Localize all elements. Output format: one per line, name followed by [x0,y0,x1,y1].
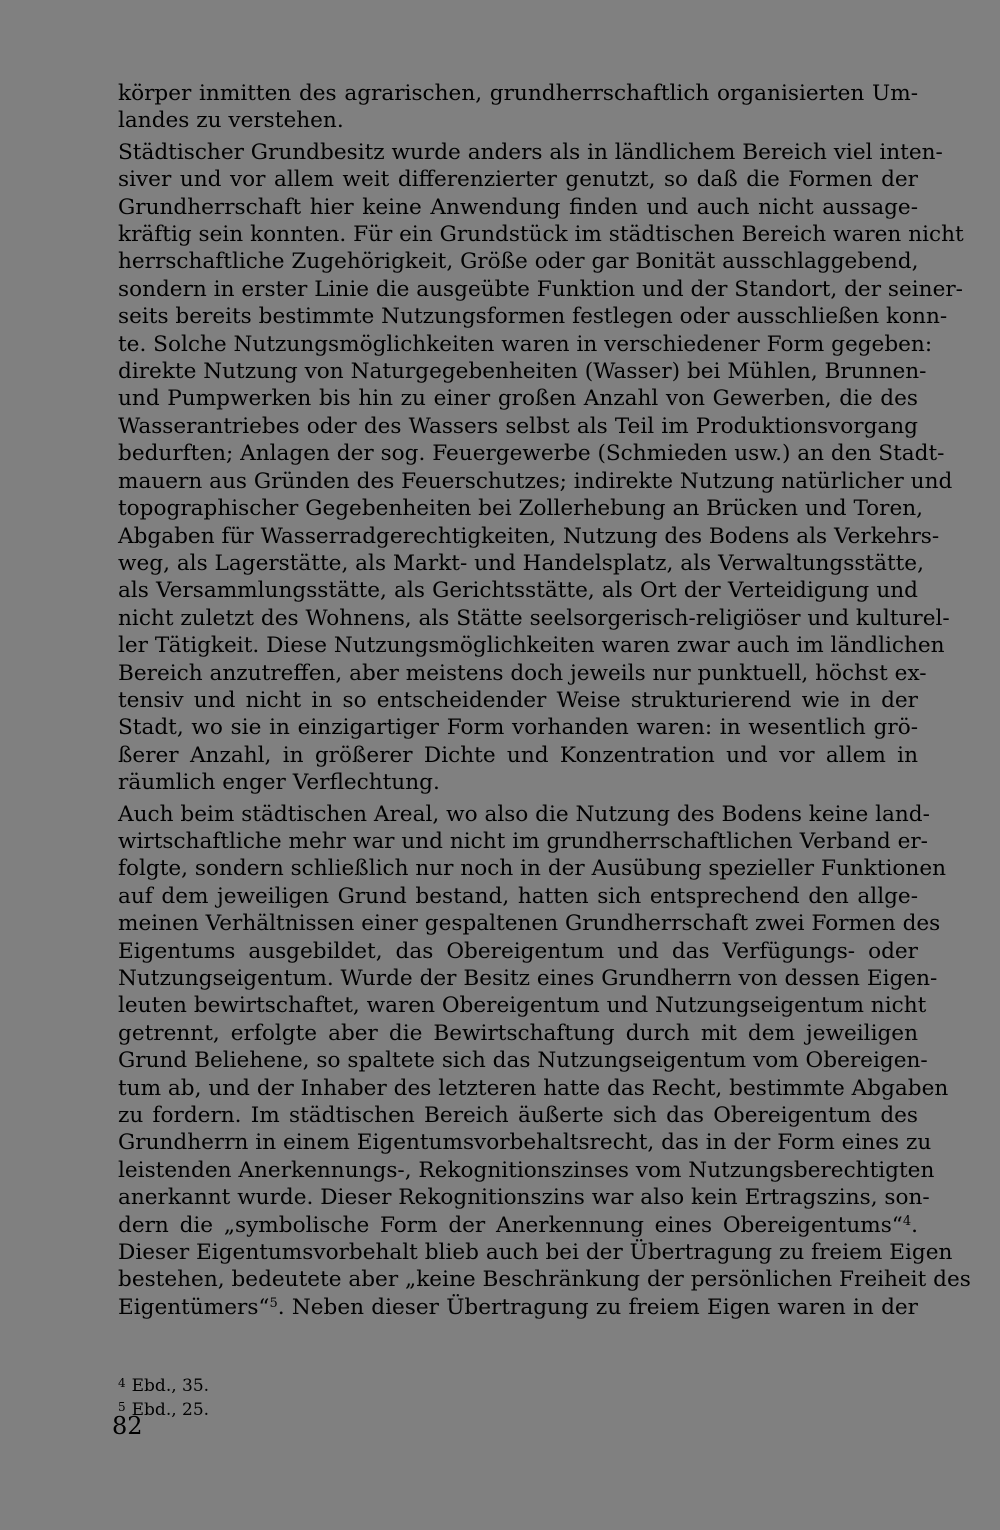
footnote-text: Ebd., 25. [131,1400,210,1420]
text-line: direkte Nutzung von Naturgegebenheiten (Wasser) bei Mühlen, Brunnen- [118,359,927,385]
text-fragment: Eigentümers“ [118,1294,270,1320]
text-line: folgte, sondern schließlich nur noch in der Ausübung spezieller Funktionen [118,856,947,882]
text-line: meinen Verhältnissen einer gespaltenen Grundherrschaft zwei Formen des [118,911,941,937]
text-line: als Versammlungsstätte, als Gerichtsstätte, als Ort der Verteidigung und [118,578,918,604]
text-line: räumlich enger Verflechtung. [118,770,440,796]
text-line: kräftig sein konnten. Für ein Grundstück im städtischen Bereich waren nicht [118,222,964,248]
text-line: leistenden Anerkennungs-, Rekognitionszinses vom Nutzungsberechtigten [118,1157,935,1183]
text-line: siver und vor allem weit differenzierter genutzt, so daß die Formen der [118,167,918,193]
text-line: Auch beim städtischen Areal, wo also die Nutzung des Bodens keine land- [118,801,930,827]
text-line: zu fordern. Im städtischen Bereich äußerte sich das Obereigentum des [118,1103,918,1129]
text-line: körper inmitten des agrarischen, grundherrschaftlich organisierten Um- [118,81,918,106]
text-line: Grundherrschaft hier keine Anwendung finden und auch nicht aussage- [118,194,918,220]
text-line: Bereich anzutreffen, aber meistens doch jeweils nur punktuell, höchst ex- [118,660,927,686]
text-line: tensiv und nicht in so entscheidender Weise strukturierend wie in der [118,687,918,713]
footnote-ref: 4 [902,1213,912,1229]
text-line: Dieser Eigentumsvorbehalt blieb auch bei der Übertragung zu freiem Eigen [118,1240,953,1266]
text-line: Nutzungseigentum. Wurde der Besitz eines Grundherrn von dessen Eigen- [118,966,938,991]
text-line: auf dem jeweiligen Grund bestand, hatten sich entsprechend den allge- [118,883,918,909]
text-line [118,1294,918,1321]
footnote [118,1373,918,1397]
text-line: topographischer Gegebenheiten bei Zollerhebung an Brücken und Toren, [118,496,924,522]
text-line: Eigentums ausgebildet, das Obereigentum und das Verfügungs- oder [118,938,918,964]
text-line: bedurften; Anlagen der sog. Feuergewerbe (Schmieden usw.) an den Stadt- [118,441,945,467]
text-line: anerkannt wurde. Dieser Rekognitionszins war also kein Ertragszins, son- [118,1185,930,1211]
page-number: 82 [112,1412,143,1440]
paragraph-2 [118,139,964,797]
text-fragment: . Neben dieser Übertragung zu freiem Eigen waren in der [277,1294,918,1320]
text-line: getrennt, erfolgte aber die Bewirtschaftung durch mit dem jeweiligen [118,1020,918,1046]
text-line: seits bereits bestimmte Nutzungsformen festlegen oder ausschließen konn- [118,304,948,330]
text-line: Grundherrn in einem Eigentumsvorbehaltsrecht, das in der Form eines zu [118,1130,932,1156]
text-line: herrschaftliche Zugehörigkeit, Größe oder gar Bonität ausschlaggebend, [118,249,919,275]
footnotes [118,1373,918,1421]
text-line: Abgaben für Wasserradgerechtigkeiten, Nutzung des Bodens als Verkehrs- [118,523,940,549]
text-line: und Pumpwerken bis hin zu einer großen Anzahl von Gewerben, die des [118,386,918,412]
text-line: ler Tätigkeit. Diese Nutzungsmöglichkeiten waren zwar auch im ländlichen [118,633,945,659]
text-line: weg, als Lagerstätte, als Markt- und Handelsplatz, als Verwaltungsstätte, [118,550,924,576]
paragraph-1 [118,80,918,135]
text-line: Grund Beliehene, so spaltete sich das Nutzungseigentum vom Obereigen- [118,1048,928,1074]
text-fragment: dern die „symbolische Form der Anerkennung eines Obereigentums“ [118,1212,903,1238]
text-line: bestehen, bedeutete aber „keine Beschränkung der persönlichen Freiheit des [118,1267,971,1293]
text-line: Wasserantriebes oder des Wassers selbst als Teil im Produktionsvorgang [118,413,918,439]
text-line: te. Solche Nutzungsmöglichkeiten waren in verschiedener Form gegeben: [118,331,933,357]
text-line: wirtschaftliche mehr war und nicht im grundherrschaftlichen Verband er- [118,828,928,854]
footnote [118,1397,918,1421]
text-line: dern die „symbolische Form der Anerkennung eines Obereigentums“$^4$. [118,1212,918,1238]
text-line: nicht zuletzt des Wohnens, als Stätte seelsorgerisch-religiöser und kulturel- [118,605,950,631]
text-line: leuten bewirtschaftet, waren Obereigentum und Nutzungseigentum nicht [118,993,927,1019]
footnote-ref: 5 [269,1295,278,1311]
footnote-number: 5 [118,1400,126,1414]
paragraph-3 [118,801,971,1322]
text-line: tum ab, und der Inhaber des letzteren hatte das Recht, bestimmte Abgaben [118,1075,949,1101]
footnote-number: 4 [118,1376,126,1390]
text-line: Städtischer Grundbesitz wurde anders als in ländlichem Bereich viel inten- [118,139,943,165]
text-line: sondern in erster Linie die ausgeübte Funktion und der Standort, der seiner- [118,276,963,302]
book-page [118,80,971,1321]
text-line: Stadt, wo sie in einzigartiger Form vorhanden waren: in wesentlich grö- [118,715,918,741]
footnote-text: Ebd., 35. [131,1376,210,1396]
text-line: landes zu verstehen. [118,108,344,134]
text-line: ßerer Anzahl, in größerer Dichte und Konzentration und vor allem in [118,742,918,768]
text-line: mauern aus Gründen des Feuerschutzes; indirekte Nutzung natürlicher und [118,468,953,494]
